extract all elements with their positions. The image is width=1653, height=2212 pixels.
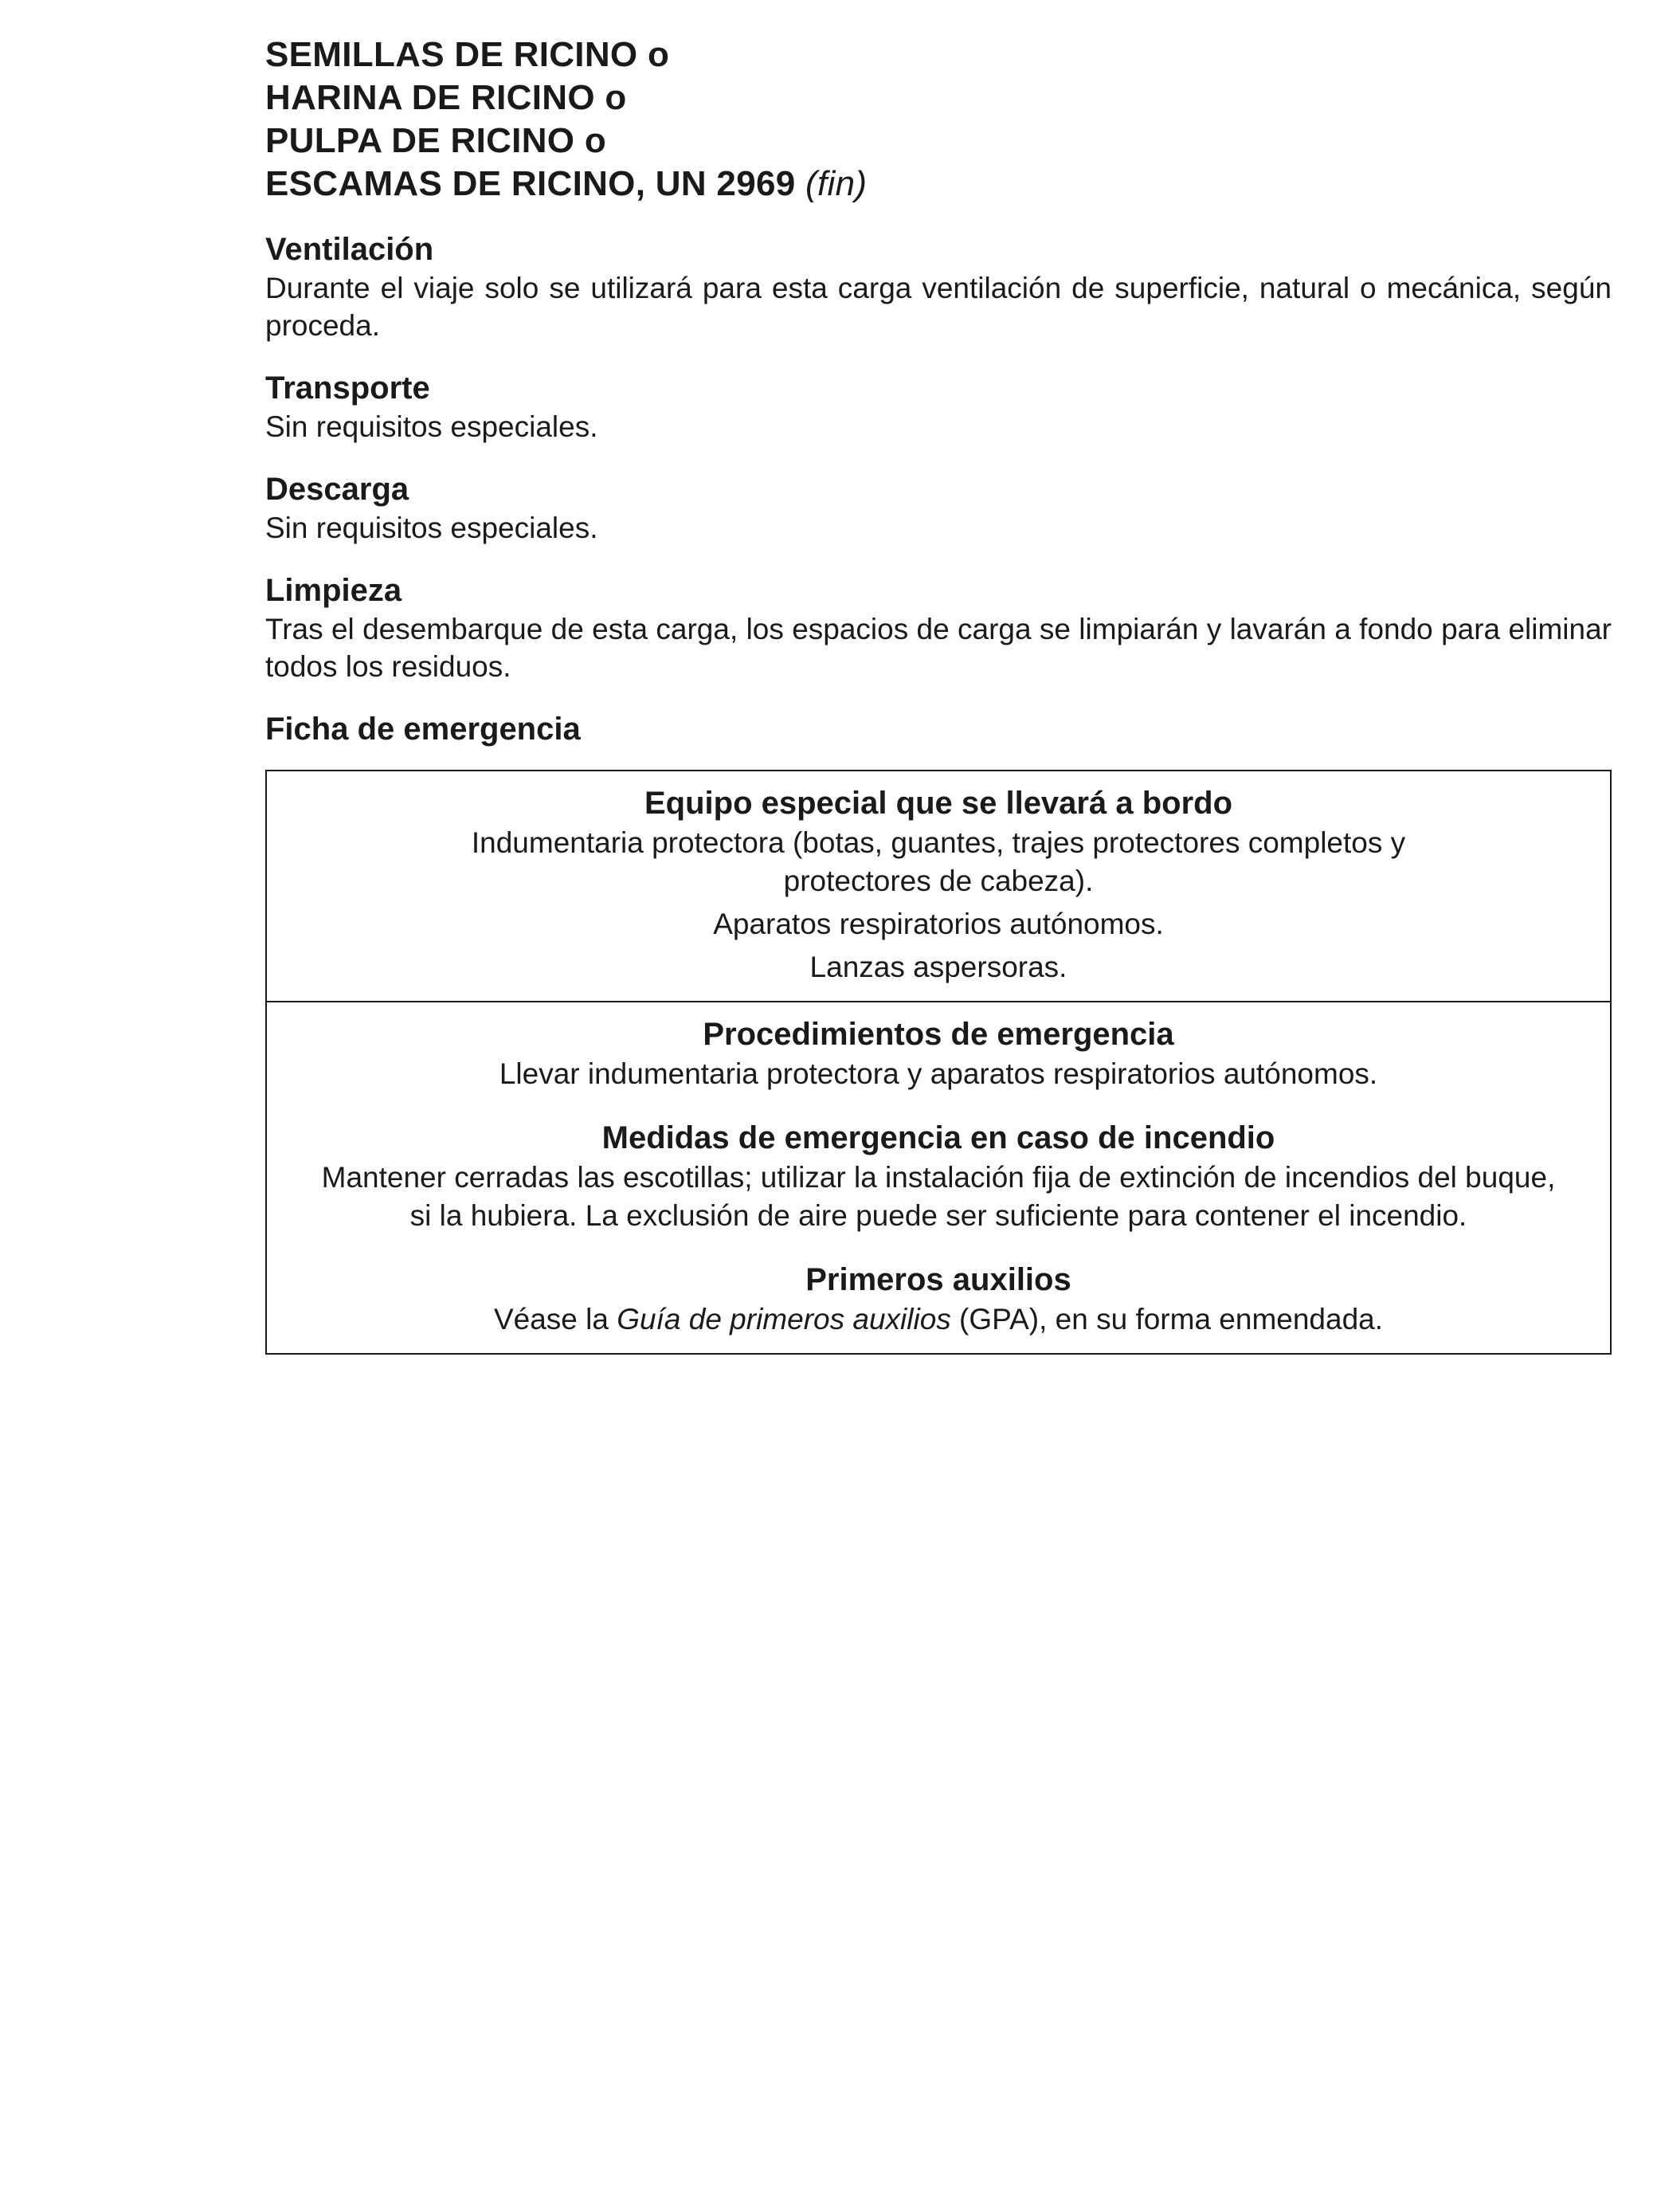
section-ventilacion [265,229,1612,344]
emergency-sheet-heading: Ficha de emergencia [265,712,581,747]
first-aid-block [286,1259,1591,1339]
first-aid-prefix: Véase la [493,1303,617,1335]
title-line-4-text: ESCAMAS DE RICINO, UN 2969 [265,164,796,203]
section-heading: Limpieza [265,573,402,608]
procedures-text: Llevar indumentaria protectora y aparatos respiratorios autónomos. [499,1057,1378,1090]
title-line-3: PULPA DE RICINO o [265,121,606,160]
first-aid-text [286,1300,1591,1339]
section-body: Sin requisitos especiales. [265,512,598,544]
title-line-1: SEMILLAS DE RICINO o [265,35,670,74]
equipment-cell [267,771,1610,1001]
section-body: Sin requisitos especiales. [265,410,598,443]
fire-heading: Medidas de emergencia en caso de incendio [601,1120,1275,1155]
equipment-line-3: Aparatos respiratorios autónomos. [713,908,1164,940]
procedures-heading: Procedimientos de emergencia [703,1017,1174,1052]
section-limpieza [265,571,1612,685]
document-page [265,33,1612,1355]
equipment-line-4: Lanzas aspersoras. [809,951,1067,983]
first-aid-suffix: (GPA), en su forma enmendada. [950,1303,1384,1335]
first-aid-heading: Primeros auxilios [805,1262,1071,1297]
procedures-block [286,1014,1591,1093]
title-suffix: (fin) [805,164,868,203]
title-line-2: HARINA DE RICINO o [265,78,627,117]
section-body: Tras el desembarque de esta carga, los espacios de carga se limpiarán y lavarán a fondo para eliminar todos los residuos. [265,613,1612,683]
title-line-4 [265,163,1612,206]
section-heading: Descarga [265,472,409,507]
first-aid-guide-title: Guía de primeros auxilios [617,1303,951,1335]
equipment-line-2: protectores de cabeza). [783,865,1094,897]
document-title [265,33,1612,206]
section-heading: Ventilación [265,232,434,267]
section-heading: Transporte [265,371,430,406]
procedures-cell [267,1001,1610,1353]
section-body: Durante el viaje solo se utilizará para esta carga ventilación de superficie, natural o mecánica, según proceda. [265,272,1612,342]
fire-line-2: si la hubiera. La exclusión de aire puede ser suficiente para contener el incendio. [409,1199,1467,1232]
equipment-heading: Equipo especial que se llevará a bordo [644,786,1233,821]
section-descarga [265,469,1612,547]
section-transporte [265,368,1612,445]
fire-block [286,1117,1591,1235]
equipment-line-1: Indumentaria protectora (botas, guantes, trajes protectores completos y [471,826,1406,859]
emergency-sheet-table [265,770,1612,1355]
fire-line-1: Mantener cerradas las escotillas; utilizar la instalación fija de extinción de incendios del buque, [321,1161,1556,1194]
